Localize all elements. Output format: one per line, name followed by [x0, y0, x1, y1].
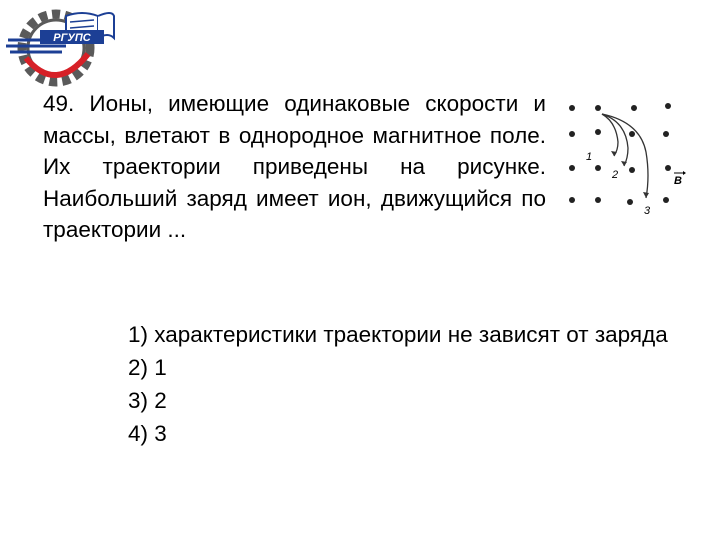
question-text: 49. Ионы, имеющие одинаковые скорости и массы, влетают в однородное магнитное поле. Их траектории приведены на рисунке. Наибольший заряд имеет ион, движущийся по траектории ...: [43, 91, 546, 243]
university-logo: [4, 2, 116, 92]
trajectory-3: [602, 114, 648, 198]
answer-option-2: 2) 1: [128, 355, 167, 380]
answer-option-3: 3) 2: [128, 388, 167, 413]
field-label: B: [674, 175, 682, 187]
trajectory-label-2: 2: [612, 169, 619, 181]
trajectory-figure: [560, 92, 700, 222]
answer-option-4: 4) 3: [128, 421, 167, 446]
logo-text: РГУПС: [53, 32, 91, 44]
answer-list: [40, 318, 688, 450]
trajectory-1: [602, 114, 618, 156]
trajectory-label-3: 3: [644, 205, 651, 217]
answer-option-1: 1) характеристики траектории не зависят от заряда: [128, 322, 668, 347]
trajectory-label-1: 1: [586, 151, 593, 163]
